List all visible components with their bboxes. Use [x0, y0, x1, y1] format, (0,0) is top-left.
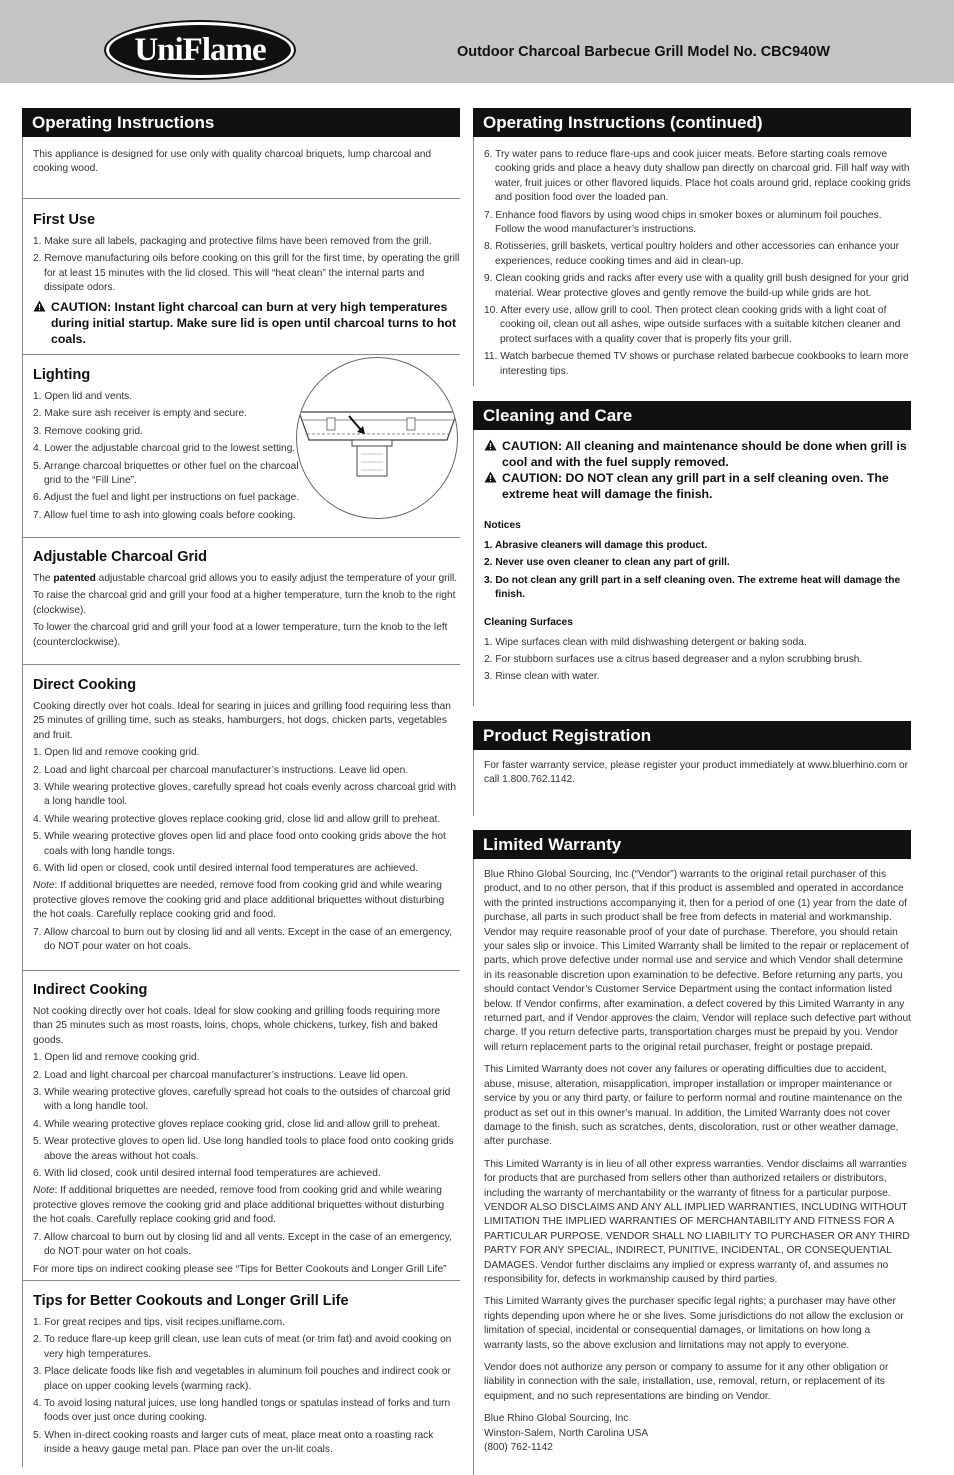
list-item: 2. Never use oven cleaner to clean any part of grill. — [484, 557, 730, 569]
caution-text: CAUTION: Instant light charcoal can burn at very high temperatures during initial startup. Make sure lid is open until charcoal turns to hot coals. — [51, 299, 457, 346]
adjustable-p3: To lower the charcoal grid and grill your food at a lower temperature, turn the knob to the left (counterclockwise). — [33, 622, 448, 648]
indirect-note — [33, 1184, 460, 1227]
warranty-paragraph: This Limited Warranty does not cover any failures or operating difficulties due to accident, abuse, misuse, alteration, misapplication, improper installation or improper maintenance or service by you or any third party, or failure to perform normal and routine maintenance on the product as set out in this owner’s manual. In addition, the Limited Warranty does not cover damage to the finish, such as scratches, dents, discoloration, rust or other weather damage, after purchase. — [484, 1064, 903, 1148]
list-item: 5. While wearing protective gloves open lid and place food onto cooking grids above the hot coals with long handle tongs. — [33, 831, 446, 857]
direct-list — [33, 746, 460, 876]
notices-heading: Notices — [484, 520, 521, 531]
list-item: 7. Allow charcoal to burn out by closing lid and all vents. Except in the case of an emergency, do NOT pour water on hot coals. — [33, 1231, 452, 1258]
list-item: 1. Abrasive cleaners will damage this product. — [484, 540, 708, 551]
list-item: 2. To reduce flare-up keep grill clean, use lean cuts of meat (or trim fat) and avoid cooking on very high temperatures. — [33, 1334, 452, 1360]
list-item: 10. After every use, allow grill to cool. Then protect clean cooking grids with a light coat of cooking oil, clean out all ashes, wipe outside surfaces with a suitable kitchen cleaner and protect surfaces with a quality cover that is properly fits your grill. — [484, 305, 901, 345]
cleaning-heading: Cleaning and Care — [473, 401, 911, 430]
cleaning-surfaces-list — [484, 636, 911, 685]
indirect-list-end — [33, 1231, 460, 1260]
adjustable-p2: To raise the charcoal grid and grill your food at a higher temperature, turn the knob to the right (clockwise). — [33, 590, 456, 616]
warranty-heading: Limited Warranty — [473, 830, 911, 859]
operating-intro: This appliance is designed for use only with quality charcoal briquets, lump charcoal and cooking wood. — [33, 149, 432, 175]
text-run: adjustable charcoal grid allows you to easily adjust the temperature of your grill. — [95, 573, 458, 584]
operating-intro-section — [22, 137, 460, 199]
text-run-bold: patented — [53, 573, 96, 584]
list-item: 11. Watch barbecue themed TV shows or purchase related barbecue cookbooks to learn more interesting tips. — [484, 351, 909, 377]
list-item: 5. When in-direct cooking roasts and larger cuts of meat, place meat onto a roasting rack inside a heavy gauge metal pan. Place pan over the un-lit coals. — [33, 1429, 434, 1456]
list-item: 6. Adjust the fuel and light per instructions on fuel package. — [33, 492, 300, 504]
adjustable-grid-heading: Adjustable Charcoal Grid — [33, 549, 208, 565]
right-column — [473, 108, 911, 1475]
list-item: 2. Load and light charcoal per charcoal manufacturer’s instructions. Leave lid open. — [33, 1069, 409, 1081]
list-item: 1. Open lid and remove cooking grid. — [33, 1052, 200, 1064]
list-item: 5. Wear protective gloves to open lid. Use long handled tools to place food onto cooking grids above the areas without hot coals. — [33, 1136, 454, 1162]
warning-icon — [484, 471, 497, 487]
text-run: The — [33, 573, 54, 584]
list-item: 7. Allow charcoal to burn out by closing lid and all vents. Except in the case of an emergency, do NOT pour water on hot coals. — [33, 926, 452, 953]
note-label: Note — [33, 1185, 55, 1197]
list-item: 6. Try water pans to reduce flare-ups and cook juicer meats. Before starting coals remove cooking grids and place a heavy duty shallow pan directly on charcoal grid. Fill half way with water, fruit juices or other flavored liquids. Place hot coals around grid, replace cooking grids and position food over the loaded pan. — [484, 149, 911, 204]
spacer — [473, 386, 911, 401]
indirect-more: For more tips on indirect cooking please see “Tips for Better Cookouts and Longer Grill Life” — [33, 1263, 447, 1275]
operating-instructions-heading: Operating Instructions — [22, 108, 460, 137]
list-item: 5. Arrange charcoal briquettes or other fuel on the charcoal grid to the “Fill Line”. — [33, 460, 299, 487]
first-use-section — [22, 199, 460, 355]
adjustable-grid-section — [22, 538, 460, 665]
indirect-cooking-heading: Indirect Cooking — [33, 982, 148, 998]
grill-fill-line-diagram — [296, 357, 458, 519]
list-item: 2. Remove manufacturing oils before cooking on this grill for the first time, by operating the grill for at least 15 minutes with the lid closed. This will “heat clean” the internal parts and dissipate odors. — [33, 253, 460, 294]
tips-section — [22, 1281, 460, 1467]
direct-intro: Cooking directly over hot coals. Ideal for searing in juices and grilling food requiring less than 25 minutes of grilling time, such as steaks, hamburgers, hot dogs, chicken parts, vegetables and fruit. — [33, 701, 451, 741]
list-item: 2. For stubborn surfaces use a citrus based degreaser and a nylon scrubbing brush. — [484, 654, 863, 666]
note-text: : If additional briquettes are needed, remove food from cooking grid and while wearing protective gloves remove the cooking grid and place additional briquettes without disturbing the hot coals. Carefully replace cooking grid and food. — [33, 1185, 445, 1226]
registration-heading: Product Registration — [473, 721, 911, 750]
list-item: 3. While wearing protective gloves, carefully spread hot coals evenly across charcoal grid with a long handle tool. — [33, 782, 456, 808]
list-item: 6. With lid open or closed, cook until desired internal food temperatures are achieved. — [33, 863, 419, 875]
cleaning-surfaces-heading: Cleaning Surfaces — [484, 616, 573, 628]
direct-cooking-section — [22, 665, 460, 971]
address-line: Winston-Salem, North Carolina USA — [484, 1427, 649, 1439]
list-item: 1. For great recipes and tips, visit recipes.uniflame.com. — [33, 1317, 285, 1328]
direct-note — [33, 879, 460, 922]
list-item: 1. Open lid and remove cooking grid. — [33, 747, 200, 759]
list-item: 3. Rinse clean with water. — [484, 671, 600, 683]
direct-list-end — [33, 926, 460, 955]
adjustable-p1 — [33, 572, 460, 586]
indirect-cooking-section — [22, 971, 460, 1281]
spacer — [473, 706, 911, 721]
tips-list — [33, 1316, 460, 1458]
warranty-paragraph: Vendor does not authorize any person or company to assume for it any other obligation or liability in connection with the sale, installation, use, removal, return, or replacement of its equipment, and no such representations are binding on Vendor. — [484, 1362, 889, 1402]
note-label: Note — [33, 880, 55, 892]
list-item: 3. While wearing protective gloves, carefully spread hot coals to the outsides of charcoal grid with a long handle tool. — [33, 1087, 451, 1113]
list-item: 1. Make sure all labels, packaging and protective films have been removed from the grill. — [33, 236, 432, 247]
list-item: 7. Allow fuel time to ash into glowing coals before cooking. — [33, 509, 296, 521]
note-text: : If additional briquettes are needed, remove food from cooking grid and while wearing protective gloves remove the cooking grid and place additional briquettes without disturbing the hot coals. Carefully replace cooking grid and food. — [33, 880, 445, 921]
warranty-paragraph: Blue Rhino Global Sourcing, Inc (“Vendor”) warrants to the original retail purchaser of this product, and to no other person, that if this product is assembled and operated in accordance with the printed instructions accompanying it, then for a period of one (1) year from the date of purchase, all parts in such product shall be free from defects in material and workmanship. Vendor may require reasonable proof of your date of purchase. Therefore, you should retain your sales slip or invoice. This Limited Warranty shall be limited to the repair or replacement of parts, which prove defective under normal use and service and which Vendor shall determine in its reasonable discretion upon examination to be defective. Before returning any parts, you should contact Vendor’s Customer Service Department using the contact information listed below. If Vendor confirms, after examination, a defect covered by this Limited Warranty in any returned part, and if Vendor approves the claim, Vendor will replace such defective part without charge. If you return defective parts, transportation charges must be prepaid by you. Vendor will return replacement parts to the original retail purchaser, freight or postage prepaid. — [484, 869, 911, 1053]
registration-section — [473, 750, 911, 816]
list-item: 3. Do not clean any grill part in a self cleaning oven. The extreme heat will damage the finish. — [484, 574, 901, 601]
cleaning-section — [473, 430, 911, 706]
first-use-list — [33, 235, 460, 296]
spacer — [473, 816, 911, 830]
header-bar — [0, 0, 954, 83]
operating-continued-section — [473, 137, 911, 386]
lighting-section — [22, 355, 460, 538]
registration-text: For faster warranty service, please register your product immediately at www.bluerhino.com or call 1.800.762.1142. — [484, 760, 909, 786]
list-item: 2. Load and light charcoal per charcoal manufacturer’s instructions. Leave lid open. — [33, 764, 409, 776]
warranty-paragraph: This Limited Warranty gives the purchaser specific legal rights; a purchaser may have other rights depending upon where he or she lives. Some jurisdictions do not allow the exclusion or limitation of special, incidental or consequential damages, or limitations on how long a warranty lasts, so the above exclusion and limitations may not apply to everyone. — [484, 1296, 904, 1351]
operating-continued-list — [484, 148, 911, 379]
lighting-list — [33, 390, 301, 523]
address-line: (800) 762-1142 — [484, 1442, 553, 1454]
list-item: 6. With lid closed, cook until desired internal food temperatures are achieved. — [33, 1168, 381, 1180]
list-item: 3. Place delicate foods like fish and vegetables in aluminum foil pouches and indirect cook or place on upper cooking levels (warming rack). — [33, 1366, 451, 1392]
list-item: 3. Remove cooking grid. — [33, 425, 143, 437]
list-item: 1. Open lid and vents. — [33, 391, 133, 402]
caution-text: CAUTION: All cleaning and maintenance should be done when grill is cool and with the fuel supply removed. — [502, 439, 907, 469]
list-item: 4. To avoid losing natural juices, use long handled tongs or spatulas instead of forks and turn foods over just once during cooking. — [33, 1398, 451, 1424]
warranty-paragraph: This Limited Warranty is in lieu of all other express warranties. Vendor disclaims all warranties for products that are purchased from sellers other than authorized retailers or distributors, including the warranty of merchantability or the warranty of fitness for a particular purpose. VENDOR ALSO DISCLAIMS AND ANY ALL IMPLIED WARRANTIES, INCLUDING WITHOUT LIMITATION THE IMPLIED WARRANTIES OF MERCHANTABILITY AND FITNESS FOR A PARTICULAR PURPOSE. VENDOR SHALL NO LIABILITY TO PURCHASER OR ANY THIRD PARTY FOR ANY SPECIAL, INDIRECT, PUNITIVE, INCIDENTAL, OR CONSEQUENTIAL DAMAGES. Vendor further disclaims any implied or express warranty of, and assumes no responsibility for, defects in workmanship caused by third parties. — [484, 1158, 910, 1285]
list-item: 2. Make sure ash receiver is empty and secure. — [33, 408, 248, 420]
first-use-heading: First Use — [33, 212, 96, 228]
first-use-caution — [33, 299, 460, 347]
uniflame-logo — [106, 22, 294, 78]
tips-heading: Tips for Better Cookouts and Longer Grill Life — [33, 1293, 349, 1309]
direct-cooking-heading: Direct Cooking — [33, 677, 137, 693]
logo-text: UniFlame — [134, 31, 266, 68]
indirect-intro: Not cooking directly over hot coals. Ideal for slow cooking and grilling foods requiring more than 25 minutes such as most roasts, loins, chops, whole chickens, turkey, fish and baked goods. — [33, 1006, 441, 1046]
warning-icon — [484, 439, 497, 455]
lighting-heading: Lighting — [33, 367, 91, 383]
caution-text: CAUTION: DO NOT clean any grill part in a self cleaning oven. The extreme heat will damage the finish. — [502, 471, 889, 501]
indirect-list — [33, 1051, 460, 1181]
cleaning-caution-2 — [484, 470, 911, 502]
left-column — [22, 108, 460, 1467]
list-item: 9. Clean cooking grids and racks after every use with a quality grill bush designed for your grid material. Wear protective gloves and gently remove the build-up while grids are hot. — [484, 273, 909, 299]
notices-list — [484, 539, 911, 603]
model-title: Outdoor Charcoal Barbecue Grill Model No. CBC940W — [456, 44, 830, 60]
list-item: 7. Enhance food flavors by using wood chips in smoker boxes or aluminum foil pouches. Follow the wood manufacturer’s instructions. — [484, 209, 882, 236]
list-item: 4. While wearing protective gloves replace cooking grid, close lid and allow grill to preheat. — [33, 1118, 441, 1130]
list-item: 1. Wipe surfaces clean with mild dishwashing detergent or baking soda. — [484, 636, 807, 648]
list-item: 4. While wearing protective gloves replace cooking grid, close lid and allow grill to preheat. — [33, 813, 441, 825]
list-item: 4. Lower the adjustable charcoal grid to the lowest setting. — [33, 443, 296, 455]
operating-continued-heading: Operating Instructions (continued) — [473, 108, 911, 137]
warning-icon — [33, 300, 46, 316]
list-item: 8. Rotisseries, grill baskets, vertical poultry holders and other accessories can enhance your experiences, reduce cooking times and aid in clean-up. — [484, 241, 900, 267]
warranty-section — [473, 859, 911, 1475]
cleaning-caution-1 — [484, 438, 911, 470]
address-line: Blue Rhino Global Sourcing, Inc — [484, 1413, 629, 1425]
